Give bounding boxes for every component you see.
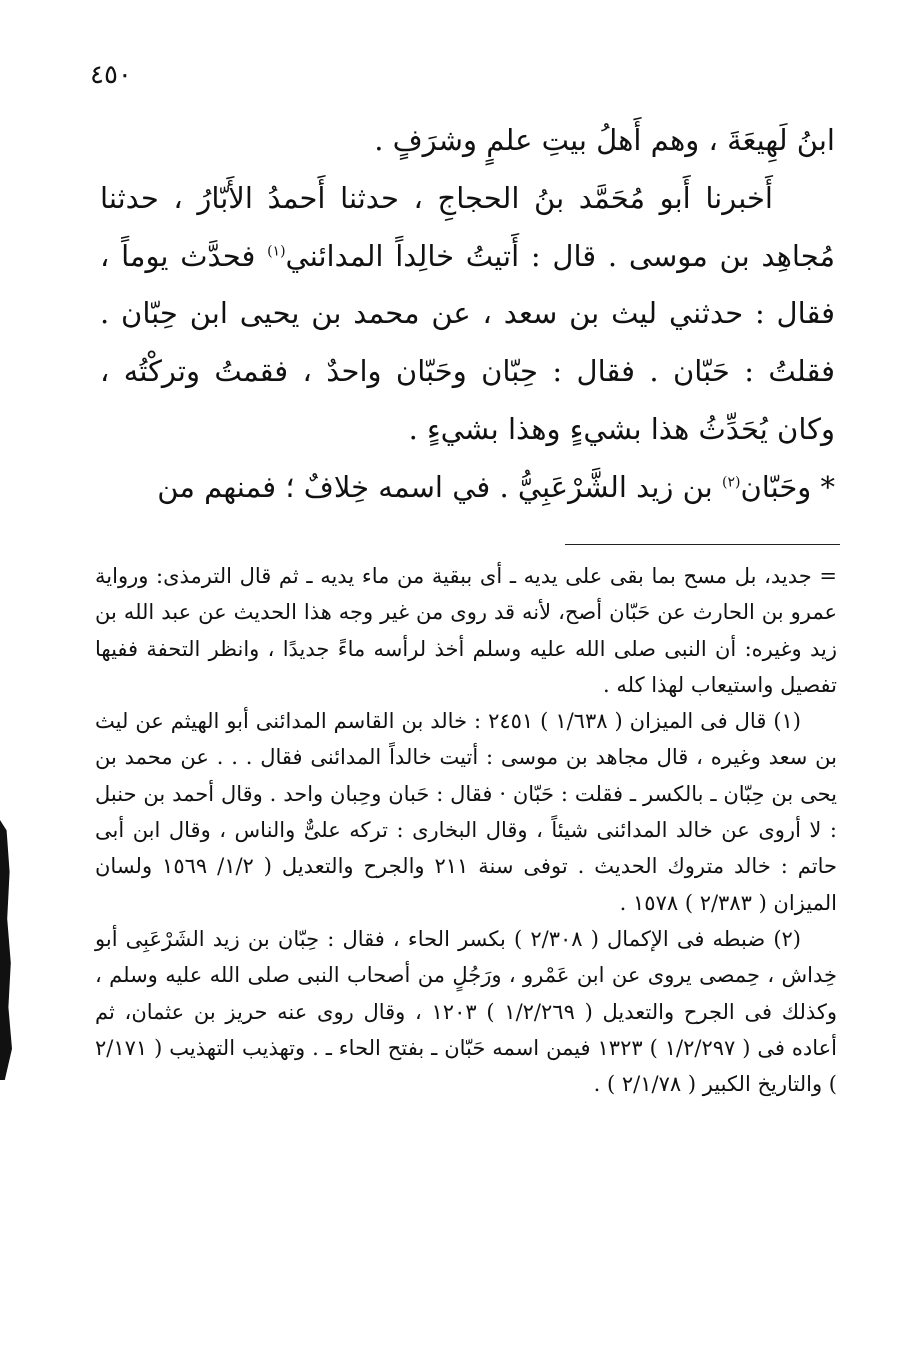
footnote-1: (١) قال فى الميزان ( ١/٦٣٨ ) ٢٤٥١ : خالد بن القاسم المدائنى أبو الهيثم عن ليث بن سعد وغيره ، قال مجاهد بن موسى : أتيت خالداً المدائنى فقال . . . عن محمد بن يحى بن حِبّان ـ بالكسر ـ فقلت : حَبّان · فقال : حَبان وحِبان واحد . وقال أحمد بن حنبل : لا أروى عن خالد المدائنى شيئاً ، وقال البخارى : تركه علىٌّ والناس ، وقال ابن أبى حاتم : خالد متروك الحديث . توفى سنة ٢١١ والجرح والتعديل ( ١/٢/ ١٥٦٩ ولسان الميزان ( ٢/٣٨٣ ) ١٥٧٨ . [95, 709, 837, 915]
paragraph-2 [100, 170, 835, 459]
paragraph-3-start: * وحَبّان [740, 469, 835, 504]
footnotes [95, 558, 837, 1102]
footnote-2: (٢) ضبطه فى الإكمال ( ٢/٣٠٨ ) بكسر الحاء ، فقال : حِبّان بن زيد الشَرْعَبِى أبو خِداش ، حِمصى يروى عن ابن عَمْرو ، ورَجُلٍ من أصحاب النبى صلى الله عليه وسلم ، وكذلك فى الجرح والتعديل ( ١/٢/٢٦٩ ) ١٢٠٣ ، وقال روى عنه حريز بن عثمان، ثم أعاده فى ( ١/٢/٢٩٧ ) ١٣٢٣ فيمن اسمه حَبّان ـ بفتح الحاء ـ . وتهذيب التهذيب ( ٢/١٧١ ) والتاريخ الكبير ( ٢/١/٧٨ ) . [95, 926, 838, 1097]
scan-edge-shadow [0, 820, 12, 1080]
paragraph-2-rest: فحدَّث يوماً ، فقال : حدثني ليث بن سعد ، عن محمد بن يحيى ابن حِبّان . فقلتُ : حَبّان . فقال : حِبّان وحَبّان واحدٌ ، فقمتُ وتركْتُه ، وكان يُحَدِّثُ هذا بشيءٍ وهذا بشيءٍ . [100, 238, 835, 446]
main-text [100, 112, 835, 517]
footnote-continuation: = جديد، بل مسح بما بقى على يديه ـ أى ببقية من ماء يديه ـ ثم قال الترمذى: ورواية عمرو بن الحارث عن حَبّان أصح، لأنه قد روى من غير وجه هذا الحديث عن عبد الله بن زيد وغيره: أن النبى صلى الله عليه وسلم أخذ لرأسه ماءً جديدًا ، وانظر التحفة ففيها تفصيل واستيعاب لهذا كله . [95, 564, 837, 697]
paragraph-3 [100, 459, 835, 517]
paragraph-2-start: أَخبرنا أَبو مُحَمَّد بنُ الحجاجِ ، حدثنا أَحمدُ الأَبّارُ ، حدثنا مُجاهِد بن موسى . قال : أَتيتُ خالِداً المدائني [100, 180, 836, 273]
page-number: ٤٥٠ [90, 60, 132, 90]
footnote-separator [565, 544, 840, 545]
paragraph-3-rest: بن زيد الشَّرْعَبِيُّ . في اسمه خِلافٌ ؛ فمنهم من [157, 469, 722, 504]
footnote-ref-2: (٢) [721, 474, 741, 491]
paragraph-1: ابنُ لَهِيعَةَ ، وهم أَهلُ بيتِ علمٍ وشرَفٍ . [374, 123, 835, 157]
footnote-ref-1: (١) [267, 242, 286, 259]
